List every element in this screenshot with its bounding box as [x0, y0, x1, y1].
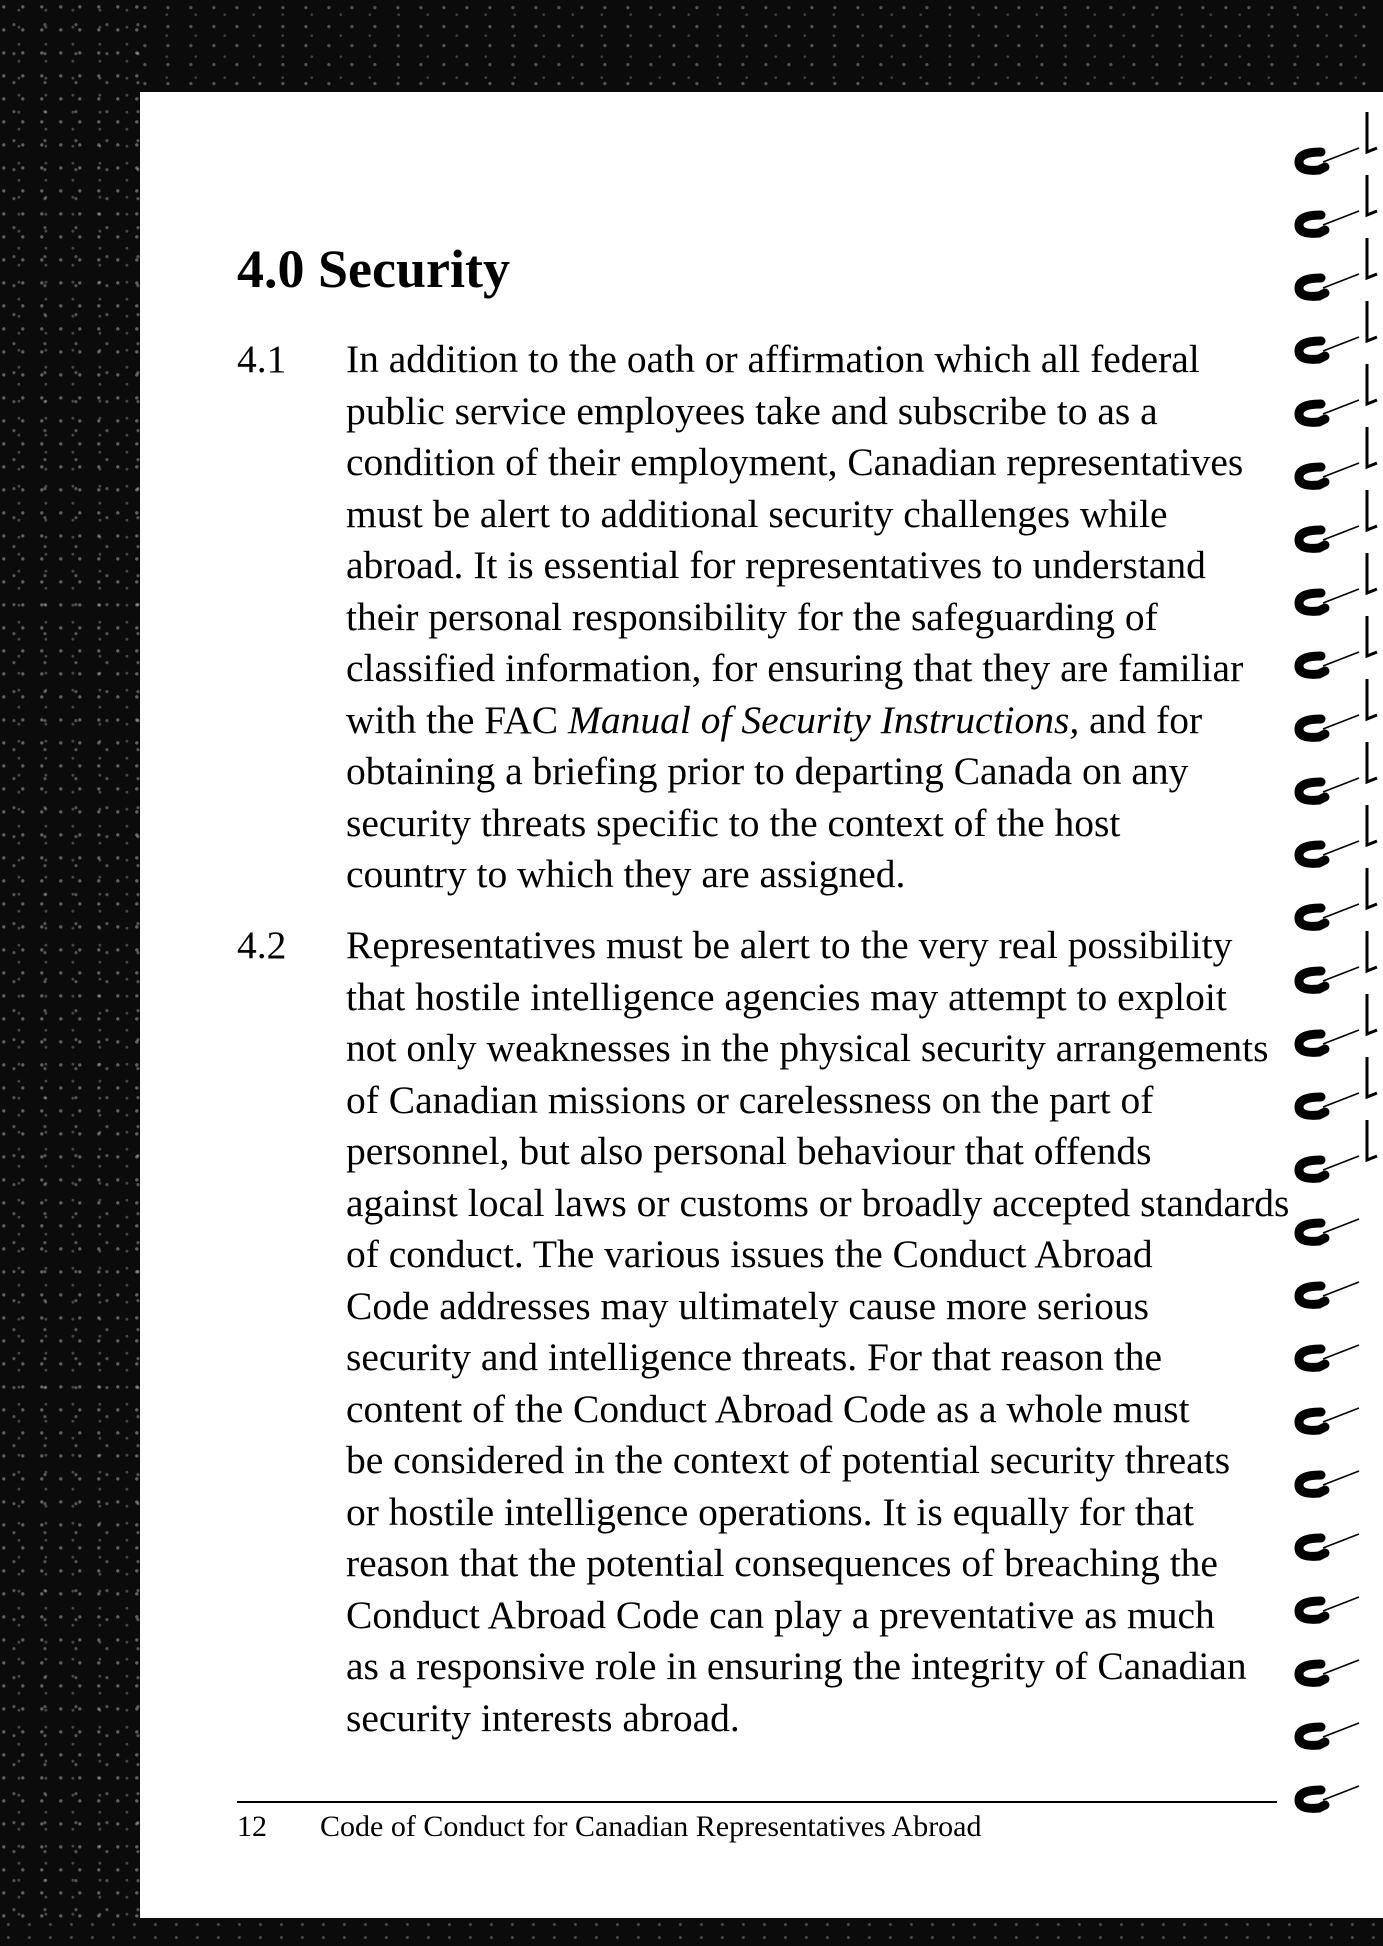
binding-ring	[1299, 805, 1377, 863]
binding-ring	[1299, 490, 1377, 548]
paragraph-line: security threats specific to the context of the host	[346, 800, 1121, 845]
paragraph-line: condition of their employment, Canadian representatives	[346, 440, 1244, 484]
paragraph-line: their personal responsibility for the safeguarding of	[346, 594, 1158, 639]
paragraph-line: be considered in the context of potential security threats	[346, 1438, 1231, 1482]
binding-ring	[1299, 1534, 1359, 1556]
page-footer	[237, 1810, 982, 1844]
binding-ring	[1299, 238, 1377, 296]
section-item-4-1	[237, 334, 1277, 896]
binding-ring	[1299, 1408, 1359, 1430]
binding-ring	[1299, 427, 1377, 485]
footer-rule	[237, 1801, 1277, 1803]
paragraph-line: Conduct Abroad Code can play a preventative as much	[346, 1592, 1215, 1637]
binding-ring	[1299, 868, 1377, 926]
manual-title: Manual of Security Instructions,	[568, 697, 1080, 742]
paragraph-line: personnel, but also personal behaviour that offends	[346, 1129, 1152, 1173]
binding-ring	[1299, 112, 1377, 170]
paragraph-line: of Canadian missions or carelessness on the part of	[346, 1077, 1154, 1122]
scan-border-left	[0, 0, 140, 1946]
binding-ring	[1299, 1120, 1377, 1178]
binding-ring	[1299, 679, 1377, 737]
binding-ring	[1299, 364, 1377, 422]
line-text: and for	[1079, 697, 1203, 742]
binding-ring	[1299, 1219, 1359, 1241]
binding-ring	[1299, 1786, 1359, 1808]
binding-ring	[1299, 301, 1377, 359]
paragraph-line	[346, 695, 1276, 747]
section-paragraph	[346, 920, 1290, 1744]
binding-ring	[1299, 553, 1377, 611]
binding-ring	[1299, 1597, 1359, 1619]
paragraph-line: public service employees take and subscribe to as a	[346, 388, 1158, 433]
footer-title: Code of Conduct for Canadian Representatives Abroad	[320, 1810, 982, 1843]
paragraph-line: of conduct. The various issues the Conduct Abroad	[346, 1232, 1153, 1276]
paragraph-line: Representatives must be alert to the very real possibility	[346, 923, 1233, 967]
paragraph-line: abroad. It is essential for representatives to understand	[346, 543, 1206, 587]
paragraph-line: content of the Conduct Abroad Code as a whole must	[346, 1386, 1190, 1431]
paragraph-line: obtaining a briefing prior to departing Canada on any	[346, 749, 1189, 793]
binding-ring	[1299, 1723, 1359, 1745]
binding-ring	[1299, 742, 1377, 800]
section-heading: 4.0 Security	[237, 239, 510, 299]
binding-ring	[1299, 931, 1377, 989]
section-item-4-2	[237, 920, 1290, 1780]
section-number: 4.1	[237, 337, 287, 381]
paragraph-line: as a responsive role in ensuring the integrity of Canadian	[346, 1644, 1247, 1688]
paragraph-line: reason that the potential consequences of breaching the	[346, 1541, 1218, 1585]
scan-border-bottom	[0, 1918, 1383, 1946]
scan-border-top	[0, 0, 1383, 92]
binding-ring	[1299, 175, 1377, 233]
paragraph-line: security and intelligence threats. For that reason the	[346, 1335, 1163, 1379]
paragraph-line: or hostile intelligence operations. It is equally for that	[346, 1489, 1194, 1534]
paragraph-line: against local laws or customs or broadly accepted standards	[346, 1180, 1290, 1225]
section-number: 4.2	[237, 923, 287, 967]
paragraph-line: must be alert to additional security challenges while	[346, 491, 1168, 536]
paragraph-line: Code addresses may ultimately cause more serious	[346, 1283, 1149, 1328]
section-paragraph	[346, 334, 1276, 901]
paragraph-line: classified information, for ensuring that they are familiar	[346, 646, 1244, 690]
binding-ring	[1299, 1660, 1359, 1682]
binding-ring	[1299, 1057, 1377, 1115]
spiral-binding	[1263, 92, 1383, 1918]
paragraph-line: not only weaknesses in the physical security arrangements	[346, 1026, 1269, 1070]
paragraph-line: security interests abroad.	[346, 1695, 740, 1740]
binding-ring	[1299, 1345, 1359, 1367]
binding-ring	[1299, 1471, 1359, 1493]
page-number: 12	[237, 1810, 267, 1843]
binding-ring	[1299, 994, 1377, 1052]
paragraph-line: country to which they are assigned.	[346, 852, 906, 896]
binding-ring	[1299, 1282, 1359, 1304]
binding-ring	[1299, 616, 1377, 674]
paragraph-line: that hostile intelligence agencies may attempt to exploit	[346, 974, 1227, 1019]
line-text: with the FAC	[346, 697, 569, 742]
paragraph-line: In addition to the oath or affirmation which all federal	[346, 337, 1200, 381]
